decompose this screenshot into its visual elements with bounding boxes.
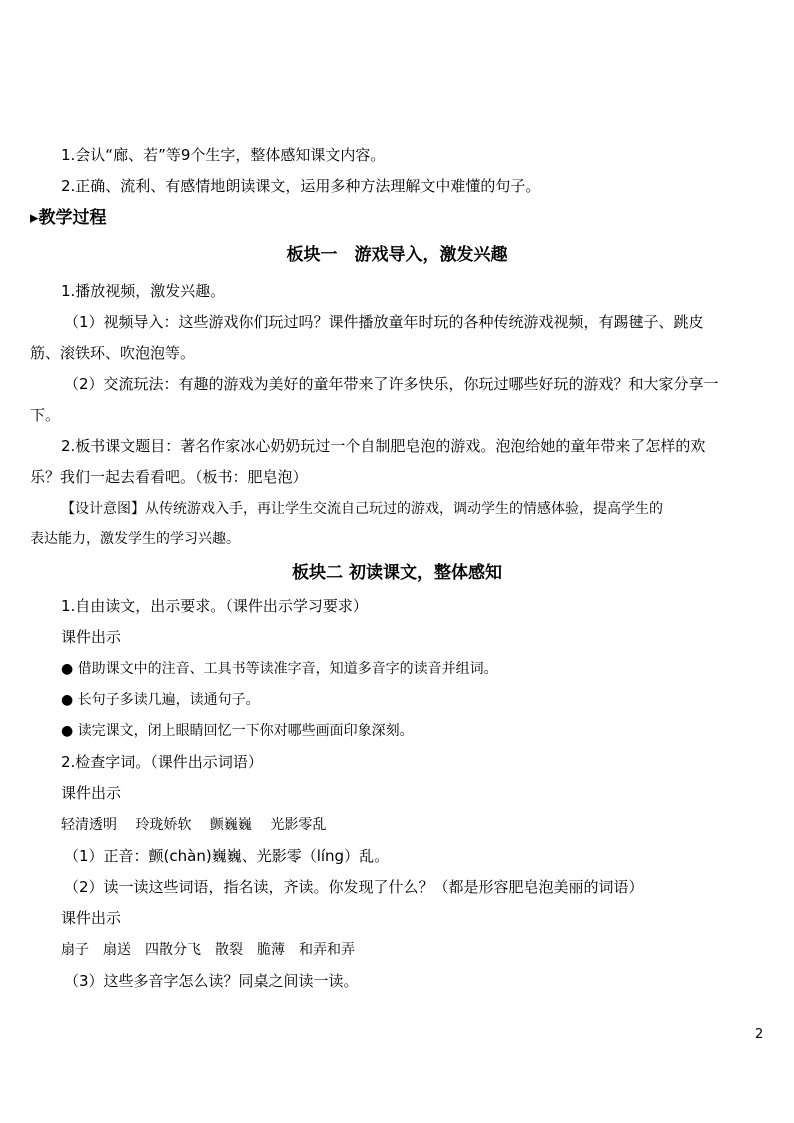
- section1-title: 板块一 游戏导入，激发兴趣: [286, 245, 508, 265]
- polyphone-note: （3）这些多音字怎么读？同桌之间读一读。: [64, 972, 359, 990]
- bullet-item: ● 长句子多读几遍，读通句子。: [61, 692, 260, 708]
- section1-step2-line2: 乐？我们一起去看看吧。（板书：肥皂泡）: [30, 468, 308, 486]
- reading-note: （2）读一读这些词语，指名读，齐读。你发现了什么？（都是形容肥皂泡美丽的词语）: [64, 878, 644, 896]
- objective-1: 1.会认“廊、若”等9个生字，整体感知课文内容。: [61, 146, 386, 164]
- design-intent-line2: 表达能力，激发学生的学习兴趣。: [30, 531, 240, 547]
- process-heading: ▸教学过程: [30, 208, 107, 228]
- pronunciation-note: （1）正音：颤(chàn)巍巍、光影零（líng）乱。: [64, 847, 390, 865]
- section1-step2-line1: 2.板书课文题目：著名作家冰心奶奶玩过一个自制肥皂泡的游戏。泡泡给她的童年带来了怎样的欢: [61, 437, 706, 455]
- courseware-label-2: 课件出示: [61, 784, 122, 802]
- courseware-label-3: 课件出示: [61, 909, 122, 927]
- section1-sub1-line2: 筋、滚铁环、吹泡泡等。: [30, 344, 196, 362]
- page-number: 2: [755, 1027, 764, 1042]
- section2-step2: 2.检查字词。（课件出示词语）: [61, 753, 263, 771]
- vocab-list-2: 扇子 扇送 四散分飞 散裂 脆薄 和弄和弄: [61, 942, 355, 958]
- design-intent-line1: 【设计意图】从传统游戏入手，再让学生交流自己玩过的游戏，调动学生的情感体验，提高学生的: [61, 501, 663, 517]
- section2-step1: 1.自由读文，出示要求。（课件出示学习要求）: [61, 597, 368, 615]
- objective-2: 2.正确、流利、有感情地朗读课文，运用多种方法理解文中难懂的句子。: [61, 177, 541, 195]
- bullet-item: ● 借助课文中的注音、工具书等读准字音，知道多音字的读音并组词。: [61, 661, 498, 677]
- section2-title: 板块二 初读课文，整体感知: [292, 563, 502, 583]
- vocab-list-1: 轻清透明 玲珑娇软 颤巍巍 光影零乱: [61, 817, 327, 833]
- section1-sub2-line2: 下。: [30, 406, 61, 424]
- bullet-item: ● 读完课文，闭上眼睛回忆一下你对哪些画面印象深刻。: [61, 723, 414, 739]
- section1-step1: 1.播放视频，激发兴趣。: [61, 282, 226, 300]
- section1-sub1-line1: （1）视频导入：这些游戏你们玩过吗？课件播放童年时玩的各种传统游戏视频，有踢毽子、跳皮: [64, 313, 704, 331]
- section1-sub2-line1: （2）交流玩法：有趣的游戏为美好的童年带来了许多快乐，你玩过哪些好玩的游戏？和大家分享一: [64, 375, 719, 393]
- courseware-label-1: 课件出示: [61, 628, 122, 646]
